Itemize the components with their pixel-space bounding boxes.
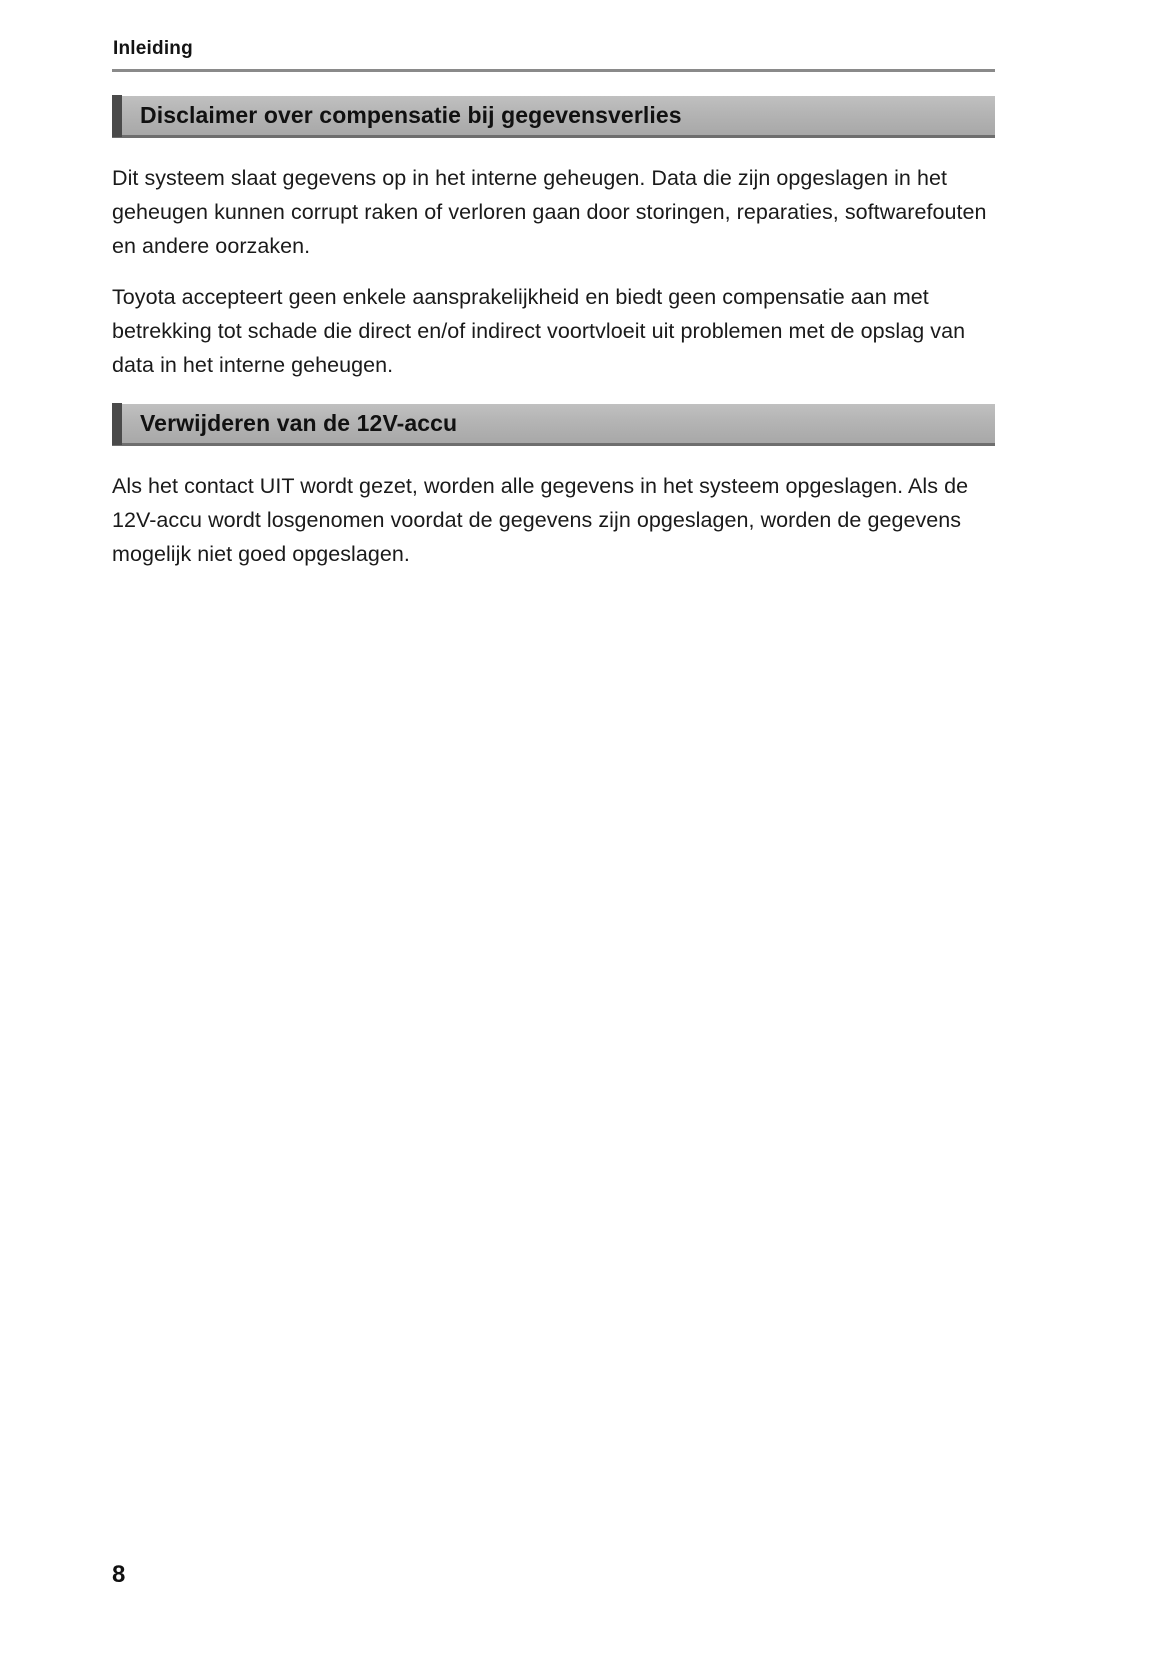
running-head: Inleiding — [113, 38, 193, 59]
section-disclaimer — [112, 96, 1053, 382]
header-divider — [112, 69, 995, 72]
section-title: Verwijderen van de 12V-accu — [140, 410, 458, 436]
section-battery-removal — [112, 404, 1053, 571]
paragraph: Dit systeem slaat gegevens op in het interne geheugen. Data die zijn opgeslagen in het geheugen kunnen corrupt raken of verloren gaan door storingen, reparaties, softwarefouten en andere oorzaken. — [112, 166, 987, 258]
section-heading-band — [112, 96, 995, 138]
page-number: 8 — [112, 1561, 126, 1588]
paragraph: Toyota accepteert geen enkele aansprakelijkheid en biedt geen compensatie aan met betrekking tot schade die direct en/of indirect voortvloeit uit problemen met de opslag van data in het interne geheugen. — [112, 285, 966, 377]
section-marker-icon — [112, 403, 122, 445]
paragraph: Als het contact UIT wordt gezet, worden alle gegevens in het systeem opgeslagen. Als de 12V-accu wordt losgenomen voordat de gegevens zijn opgeslagen, worden de gegevens mogelijk niet goed opgeslagen. — [112, 474, 969, 566]
section-heading-band — [112, 404, 995, 446]
section-title: Disclaimer over compensatie bij gegevensverlies — [140, 102, 682, 128]
section-marker-icon — [112, 95, 122, 137]
